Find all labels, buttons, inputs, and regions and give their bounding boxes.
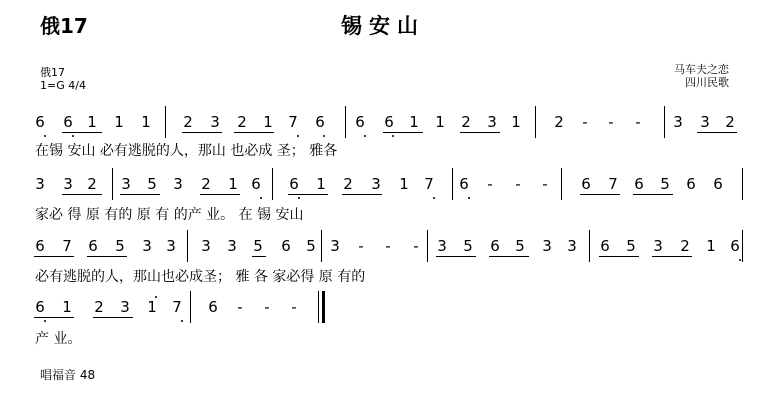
note: 1 <box>263 113 273 131</box>
note: - <box>264 298 270 316</box>
underline <box>182 132 222 133</box>
note: 7 <box>424 175 434 193</box>
underline <box>87 256 127 257</box>
note: 1 <box>316 175 326 193</box>
underline <box>288 194 328 195</box>
note: 1 <box>435 113 445 131</box>
note: - <box>487 175 493 193</box>
underline <box>489 256 529 257</box>
tune-name: 马车夫之恋 <box>674 63 729 76</box>
note: 6 <box>208 298 218 316</box>
underline <box>200 194 240 195</box>
note: - <box>358 237 364 255</box>
lower-octave-dot <box>298 197 300 199</box>
note: 6 <box>713 175 723 193</box>
underline <box>120 194 160 195</box>
lower-octave-dot <box>364 135 366 137</box>
note: 6 <box>730 237 740 255</box>
note: 2 <box>343 175 353 193</box>
note: 6 <box>289 175 299 193</box>
barline <box>589 230 590 262</box>
note: 6 <box>281 237 291 255</box>
note: 3 <box>121 175 131 193</box>
lower-octave-dot <box>739 259 741 261</box>
barline <box>190 291 191 323</box>
note: 3 <box>227 237 237 255</box>
underline <box>62 194 102 195</box>
barline <box>187 230 188 262</box>
note: 3 <box>542 237 552 255</box>
note: 2 <box>554 113 564 131</box>
barline <box>427 230 428 262</box>
note: 2 <box>461 113 471 131</box>
underline <box>252 256 266 257</box>
note: 3 <box>700 113 710 131</box>
note: 6 <box>63 113 73 131</box>
underline <box>436 256 476 257</box>
underline <box>342 194 382 195</box>
note: 2 <box>725 113 735 131</box>
note: 3 <box>166 237 176 255</box>
note: - <box>582 113 588 131</box>
note: 5 <box>626 237 636 255</box>
barline <box>742 168 743 200</box>
note: 3 <box>487 113 497 131</box>
lower-octave-dot <box>468 197 470 199</box>
note: 6 <box>686 175 696 193</box>
note: - <box>291 298 297 316</box>
note: 3 <box>142 237 152 255</box>
note: 1 <box>409 113 419 131</box>
note: 6 <box>251 175 261 193</box>
barline <box>112 168 113 200</box>
note: 3 <box>35 175 45 193</box>
barline <box>272 168 273 200</box>
upper-octave-dot <box>155 296 157 298</box>
barline <box>742 230 743 262</box>
note: 5 <box>253 237 263 255</box>
note: 3 <box>653 237 663 255</box>
underline <box>652 256 692 257</box>
note: 5 <box>147 175 157 193</box>
note: 5 <box>115 237 125 255</box>
note: 5 <box>306 237 316 255</box>
underline <box>383 132 423 133</box>
lower-octave-dot <box>44 320 46 322</box>
note: 3 <box>673 113 683 131</box>
note: 1 <box>62 298 72 316</box>
note: 1 <box>141 113 151 131</box>
barline <box>321 230 322 262</box>
note: 7 <box>608 175 618 193</box>
barline <box>535 106 536 138</box>
note: 1 <box>511 113 521 131</box>
note: - <box>635 113 641 131</box>
lower-octave-dot <box>72 135 74 137</box>
note: 2 <box>87 175 97 193</box>
barline <box>165 106 166 138</box>
note: - <box>608 113 614 131</box>
barline <box>664 106 665 138</box>
note: 6 <box>384 113 394 131</box>
underline <box>34 256 74 257</box>
note: 6 <box>490 237 500 255</box>
underline <box>697 132 737 133</box>
note: 5 <box>463 237 473 255</box>
note: - <box>385 237 391 255</box>
underline <box>599 256 639 257</box>
barline <box>345 106 346 138</box>
lower-octave-dot <box>392 135 394 137</box>
note: 2 <box>183 113 193 131</box>
note: 1 <box>399 175 409 193</box>
lower-octave-dot <box>181 320 183 322</box>
lyrics-line: 必有逃脱的人，那山也必成圣； 雅 各 家必得 原 有的 <box>35 269 366 285</box>
lower-octave-dot <box>323 135 325 137</box>
barline <box>452 168 453 200</box>
lower-octave-dot <box>297 135 299 137</box>
note: 6 <box>581 175 591 193</box>
underline <box>633 194 673 195</box>
note: 3 <box>330 237 340 255</box>
note: 3 <box>63 175 73 193</box>
note: 3 <box>210 113 220 131</box>
lower-octave-dot <box>260 197 262 199</box>
note: 3 <box>567 237 577 255</box>
note: 5 <box>660 175 670 193</box>
note: 2 <box>680 237 690 255</box>
note: 3 <box>437 237 447 255</box>
note: 1 <box>114 113 124 131</box>
note: 6 <box>88 237 98 255</box>
origin-label: 四川民歌 <box>685 76 729 89</box>
lower-octave-dot <box>44 135 46 137</box>
note: 2 <box>201 175 211 193</box>
key-signature: 1=G 4/4 <box>40 79 86 92</box>
note: 6 <box>600 237 610 255</box>
note: 7 <box>62 237 72 255</box>
note: 1 <box>706 237 716 255</box>
note: 6 <box>35 113 45 131</box>
note: 6 <box>35 237 45 255</box>
note: 3 <box>371 175 381 193</box>
note: 3 <box>120 298 130 316</box>
lyrics-line: 产 业。 <box>35 331 82 347</box>
footer-source: 唱福音 48 <box>40 368 96 382</box>
note: 2 <box>94 298 104 316</box>
lyrics-line: 在锡 安山 必有逃脱的人，那山 也必成 圣； 雅各 <box>35 143 338 159</box>
note: 3 <box>201 237 211 255</box>
song-code-small: 俄17 <box>40 66 65 79</box>
note: 6 <box>459 175 469 193</box>
lyrics-line: 家必 得 原 有的 原 有 的产 业。 在 锡 安山 <box>35 207 304 223</box>
note: 1 <box>87 113 97 131</box>
underline <box>580 194 620 195</box>
note: - <box>515 175 521 193</box>
note: 1 <box>228 175 238 193</box>
note: 6 <box>35 298 45 316</box>
note: 2 <box>237 113 247 131</box>
underline <box>234 132 274 133</box>
note: 6 <box>634 175 644 193</box>
note: - <box>542 175 548 193</box>
note: 3 <box>173 175 183 193</box>
note: 6 <box>355 113 365 131</box>
underline <box>93 317 133 318</box>
final-barline <box>322 291 325 323</box>
note: 7 <box>288 113 298 131</box>
note: 5 <box>515 237 525 255</box>
underline <box>460 132 500 133</box>
song-title: 锡安山 <box>341 14 425 38</box>
underline <box>62 132 102 133</box>
note: 6 <box>315 113 325 131</box>
barline <box>318 291 319 323</box>
lower-octave-dot <box>433 197 435 199</box>
underline <box>34 317 74 318</box>
barline <box>561 168 562 200</box>
note: - <box>237 298 243 316</box>
note: 7 <box>172 298 182 316</box>
song-number: 俄17 <box>40 14 88 38</box>
note: - <box>413 237 419 255</box>
note: 1 <box>147 298 157 316</box>
